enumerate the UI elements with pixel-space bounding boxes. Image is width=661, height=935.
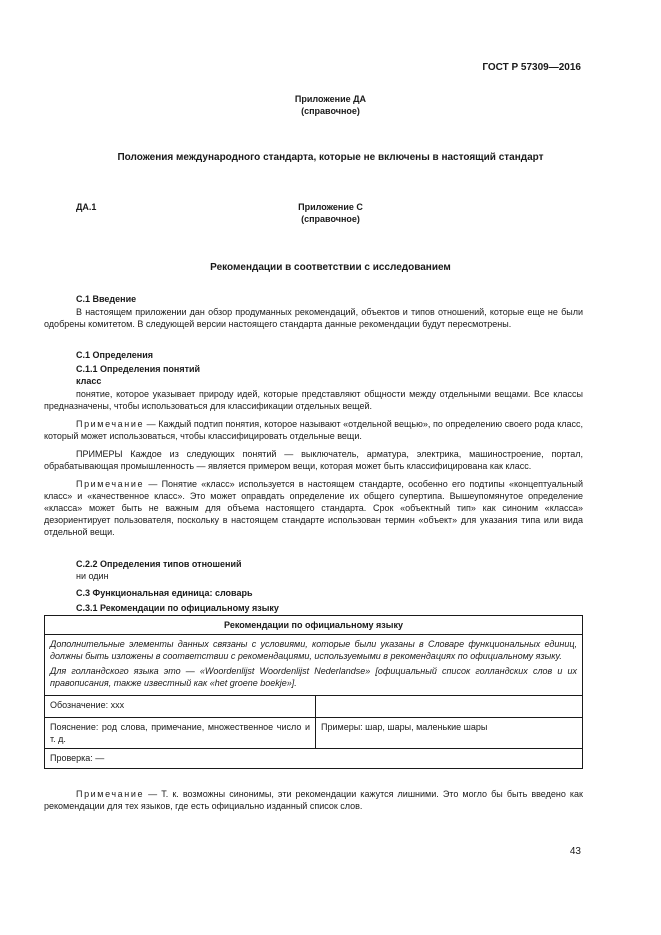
table-explanation: Пояснение: род слова, примечание, множественное число и т. д. [45, 718, 316, 749]
c1-defs-heading: С.1 Определения [76, 350, 153, 360]
c22-text: ни один [76, 571, 109, 581]
note-1 [44, 418, 583, 442]
c3-heading: С.3 Функциональная единица: словарь [76, 588, 253, 598]
note-1-text: — Каждый подтип понятия, которое называют «отдельной вещью», по определению своего рода класс, который может использоваться, чтобы классифицировать отдельные вещи. [44, 419, 583, 441]
table-title: Рекомендации по официальному языку [45, 616, 583, 635]
standard-id: ГОСТ Р 57309—2016 [482, 62, 581, 73]
table-row [45, 616, 583, 635]
c1-intro-text: В настоящем приложении дан обзор продуманных рекомендаций, объектов и типов отношений, которые еще не были одобрены комитетом. В следующей версии настоящего стандарта данные рекомендации будут пересмотрены. [44, 307, 583, 329]
table-italic-cell [45, 635, 583, 696]
table-row [45, 696, 583, 718]
note-2-text: — Понятие «класс» используется в настоящем стандарте, особенно его подтипы «концептуальный класс» и «качественное класс». Это может оправдать определение их общего супертипа. Вышеупомянутое определение «класса» может быть не важным для объема настоящего стандарта. Срок «объектный тип» как синоним «класса» дезориентирует пользователя, поскольку в настоящем стандарте использован термин «объект» для указания типа или вида отдельной вещи. [44, 479, 583, 537]
class-definition: понятие, которое указывает природу идей, которые представляют общности между отдельными вещами. Все классы предназначены, чтобы использоваться для классификации отдельных вещей. [44, 389, 583, 411]
page-number: 43 [569, 846, 581, 857]
note-2 [44, 478, 583, 538]
c1-intro-heading: С.1 Введение [76, 294, 137, 304]
table-row [45, 749, 583, 769]
c22-heading: С.2.2 Определения типов отношений [76, 559, 242, 569]
da1-label: ДА.1 [76, 202, 97, 212]
annex-da-subtitle: (справочное) [301, 106, 360, 116]
examples-paragraph: ПРИМЕРЫ Каждое из следующих понятий — выключатель, арматура, электрика, машиностроение, портал, обрабатывающая промышленность — является примером вещи, которая может быть классифицирована как класс. [44, 449, 583, 471]
section-heading: Рекомендации в соответствии с исследованием [210, 262, 451, 273]
table-row [45, 718, 583, 749]
c11-heading: С.1.1 Определения понятий [76, 364, 201, 374]
table-examples: Примеры: шар, шары, маленькие шары [316, 718, 583, 749]
term-class: класс [76, 376, 102, 386]
table-italic-p1: Дополнительные элементы данных связаны с условиями, которые были указаны в Словаре функциональных единиц, должны быть изложены в соответствии с рекомендациями, используемыми в рекомендациях по официальному языку. [50, 639, 577, 661]
annex-da-title: Приложение ДА [294, 94, 367, 104]
final-note-text: — Т. к. возможны синонимы, эти рекомендации кажутся лишними. Это могло бы быть введено как рекомендации для тех языков, где есть официально изданный список слов. [44, 789, 583, 811]
table-designation: Обозначение: ххх [45, 696, 316, 718]
table-row [45, 635, 583, 696]
main-heading: Положения международного стандарта, которые не включены в настоящий стандарт [117, 152, 544, 163]
final-note-label: Примечание [76, 789, 145, 799]
table-italic-p2: Для голландского языка это — «Woordenlijst Woordenlijst Nederlandse» [официальный список голландских слов и их правописания, также известный как «het groene boekje»]. [50, 666, 577, 688]
recommendations-table [44, 615, 583, 769]
annex-c-subtitle: (справочное) [301, 214, 360, 224]
table-empty-cell [316, 696, 583, 718]
annex-c-title: Приложение С [298, 202, 363, 212]
c31-heading: С.3.1 Рекомендации по официальному языку [76, 603, 279, 613]
note-1-label: Примечание [76, 419, 145, 429]
note-2-label: Примечание [76, 479, 145, 489]
final-note [44, 788, 583, 812]
table-check: Проверка: — [45, 749, 583, 769]
